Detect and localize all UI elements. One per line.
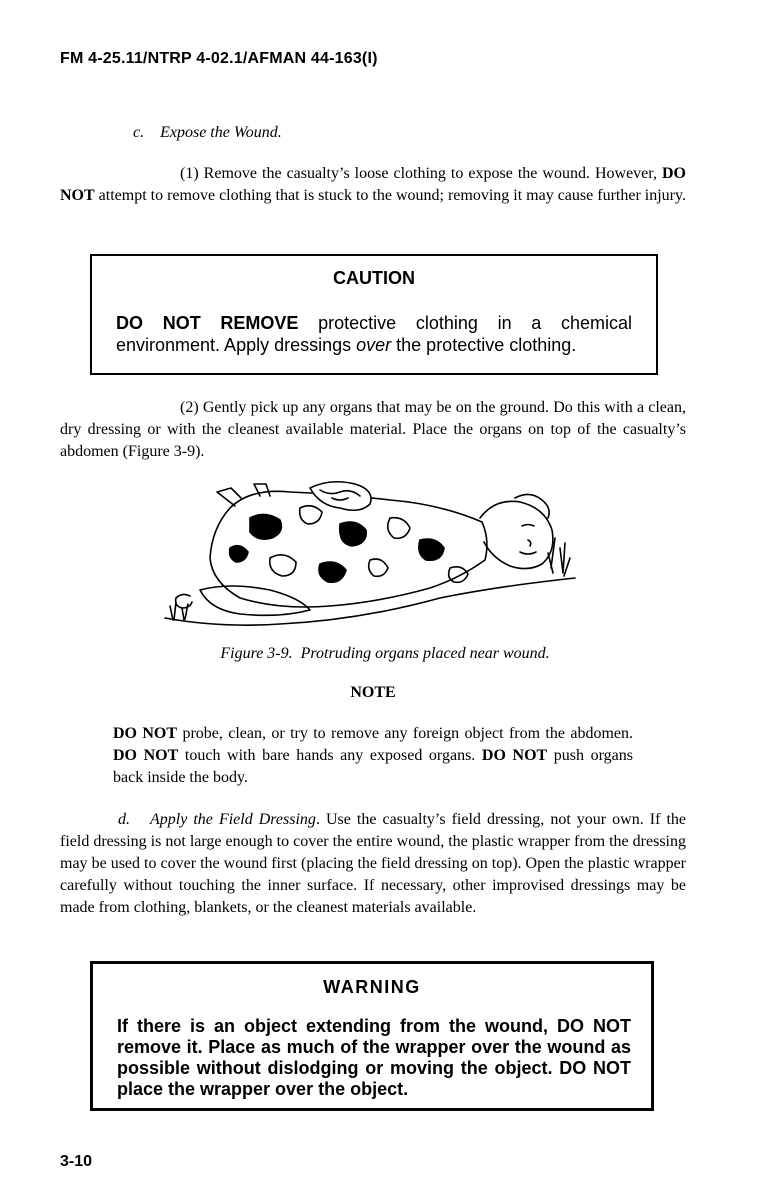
- warning-body: If there is an object extending from the wound, DO NOT remove it. Place as much of the wrapper over the wound as possible without dislodging or moving the object. DO NOT place the wrapper over the object.: [117, 1016, 631, 1099]
- section-d-label: d.: [118, 811, 130, 828]
- caution-text-2: the protective clothing.: [391, 335, 577, 355]
- note-bold-1: DO NOT: [113, 725, 178, 742]
- warning-box: [90, 961, 654, 1111]
- note-text-2: touch with bare hands any exposed organs.: [178, 747, 482, 764]
- note-bold-3: DO NOT: [481, 747, 548, 764]
- note-text-1: probe, clean, or try to remove any foreign object from the abdomen.: [177, 725, 634, 742]
- section-d-paragraph: [60, 809, 686, 919]
- page-number: 3-10: [60, 1153, 93, 1170]
- caution-title: CAUTION: [333, 268, 415, 288]
- caution-bold: DO NOT REMOVE: [116, 313, 299, 333]
- paragraph-1-rest: attempt to remove clothing that is stuck to the wound; removing it may cause further injury.: [94, 187, 686, 204]
- paragraph-2: [60, 397, 686, 463]
- caution-box: [90, 254, 658, 375]
- paragraph-1-bold: DO NOT: [60, 165, 686, 204]
- warning-title: WARNING: [323, 977, 421, 997]
- caution-text-1: protective clothing in a chemical environment. Apply dressings: [116, 313, 632, 355]
- section-d-heading: Apply the Field Dressing: [150, 811, 316, 828]
- document-header: FM 4-25.11/NTRP 4-02.1/AFMAN 44-163(I): [60, 50, 378, 67]
- figure-caption: Figure 3-9. Protruding organs placed near wound.: [220, 645, 550, 662]
- section-c-heading: c. Expose the Wound.: [133, 124, 282, 141]
- note-bold-2: DO NOT: [113, 747, 179, 764]
- section-d-text: . Use the casualty’s field dressing, not your own. If the field dressing is not large enough to cover the entire wound, the plastic wrapper from the dressing may be used to cover the wound first (placing the field dressing on top). Open the plastic wrapper carefully without touching the inner surface. If necessary, other improvised dressings may be made from clothing, blankets, or the cleanest materials available.: [60, 811, 687, 916]
- caution-body: [116, 312, 632, 356]
- note-title: NOTE: [350, 684, 396, 701]
- casualty-illustration: [160, 478, 580, 638]
- caution-italic: over: [356, 335, 392, 355]
- paragraph-1: [60, 163, 686, 207]
- paragraph-1-lead: (1) Remove the casualty’s loose clothing to expose the wound. However,: [180, 165, 662, 182]
- paragraph-2-text: (2) Gently pick up any organs that may be on the ground. Do this with a clean, dry dressing or with the cleanest available material. Place the organs on top of the casualty’s abdomen (Figure 3-9).: [60, 399, 686, 460]
- note-text-3: push organs back inside the body.: [113, 747, 633, 786]
- note-body: [113, 723, 633, 789]
